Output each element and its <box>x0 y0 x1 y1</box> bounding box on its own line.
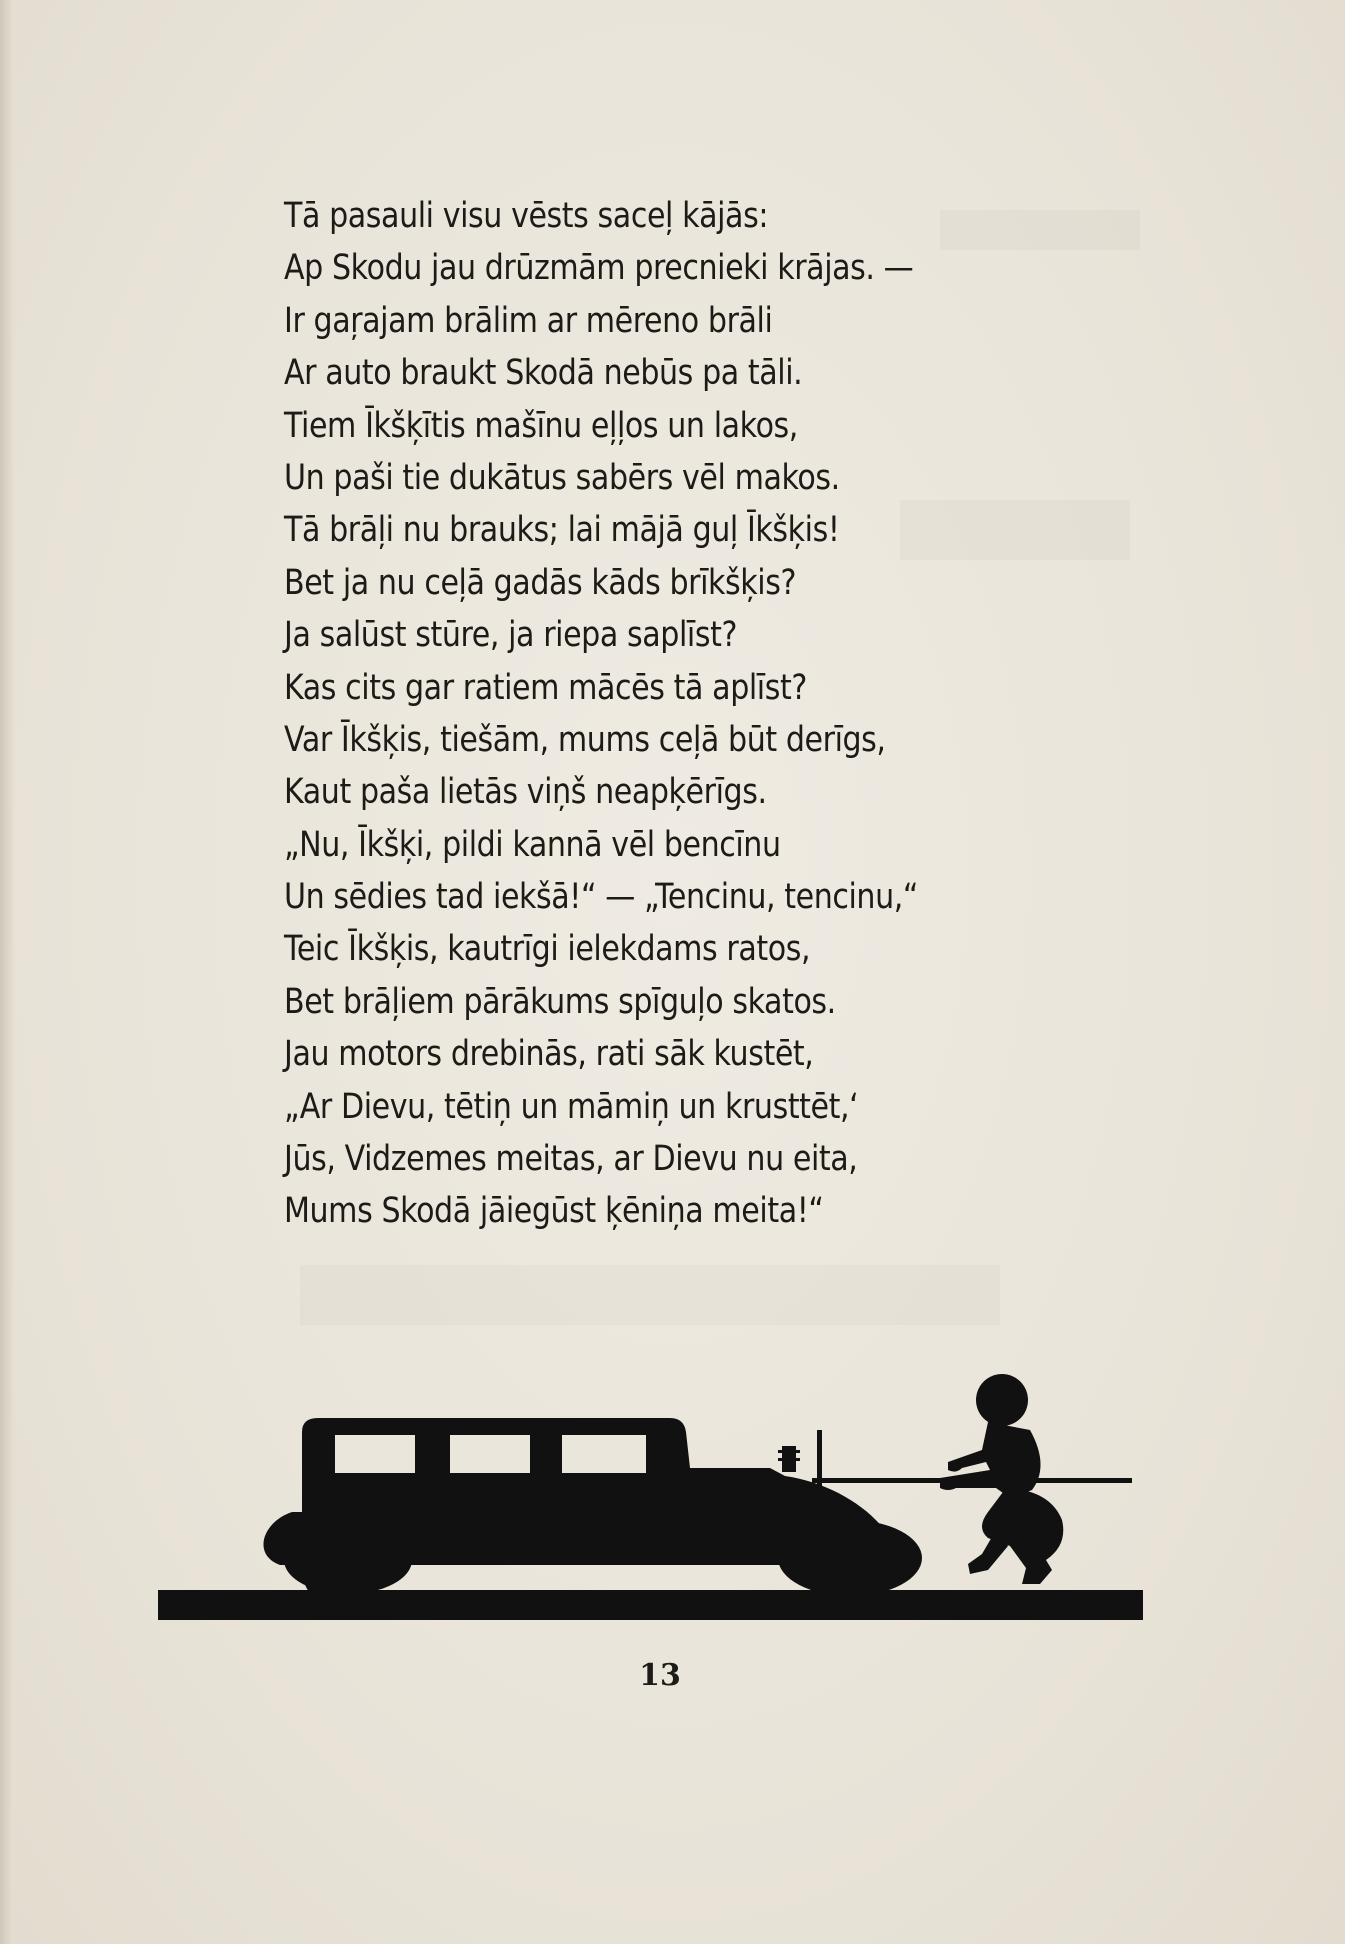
poem-line: Un sēdies tad iekšā!“ — „Tencinu, tencinu,“ <box>284 877 919 918</box>
poem-line: Teic Īkšķis, kautrīgi ielekdams ratos, <box>284 929 811 970</box>
car-window <box>562 1435 646 1473</box>
ground-line <box>158 1590 1143 1620</box>
show-through-shape <box>300 1265 1000 1325</box>
crank-handle <box>817 1430 822 1488</box>
poem-line: Tā pasauli visu vēsts saceļ kājās: <box>284 196 769 236</box>
poem-line: Bet brāļiem pārākums spīguļo skatos. <box>284 981 836 1022</box>
poem-line: Ja salūst stūre, ja riepa saplīst? <box>284 615 737 656</box>
poem-line: Ap Skodu jau drūzmām precnieki krājas. — <box>284 248 914 289</box>
poem-line: Kaut paša lietās viņš neapķērīgs. <box>284 772 767 813</box>
poem-text <box>284 190 1184 1238</box>
poem-line: Var Īkšķis, tiešām, mums ceļā būt derīgs, <box>284 719 886 760</box>
page-spine-shadow <box>0 0 14 1944</box>
poem-line: Mums Skodā jāiegūst ķēniņa meita!“ <box>284 1191 824 1232</box>
rear-wheel <box>302 1532 378 1608</box>
poem-line: Tiem Īkšķītis mašīnu eļļos un lakos, <box>284 405 798 446</box>
car-window <box>450 1435 530 1473</box>
poem-line: Jau motors drebinās, rati sāk kustēt, <box>284 1034 814 1075</box>
poem-line: Kas cits gar ratiem mācēs tā aplīst? <box>284 667 807 708</box>
car-silhouette-icon <box>150 1370 1150 1620</box>
poem-line: Un paši tie dukātus sabērs vēl makos. <box>284 457 840 498</box>
poem-line: „Nu, Īkšķi, pildi kannā vēl bencīnu <box>284 824 781 865</box>
page-number: 13 <box>639 1658 681 1693</box>
radiator-cap-rib <box>778 1458 800 1461</box>
front-wheel <box>810 1530 890 1610</box>
poem-line: Jūs, Vidzemes meitas, ar Dievu nu eita, <box>284 1139 858 1180</box>
poem-line: Tā brāļi nu brauks; lai mājā guļ Īkšķis! <box>284 510 840 551</box>
poem-line: Ar auto braukt Skodā nebūs pa tāli. <box>284 353 803 394</box>
radiator-cap-rib <box>778 1450 800 1453</box>
poem-line: Bet ja nu ceļā gadās kāds brīkšķis? <box>284 562 797 603</box>
car-window <box>335 1435 415 1473</box>
poem-line: Ir gaŗajam brālim ar mēreno brāli <box>284 300 773 341</box>
poem-line: „Ar Dievu, tētiņ un māmiņ un krusttēt,‘ <box>284 1086 859 1127</box>
